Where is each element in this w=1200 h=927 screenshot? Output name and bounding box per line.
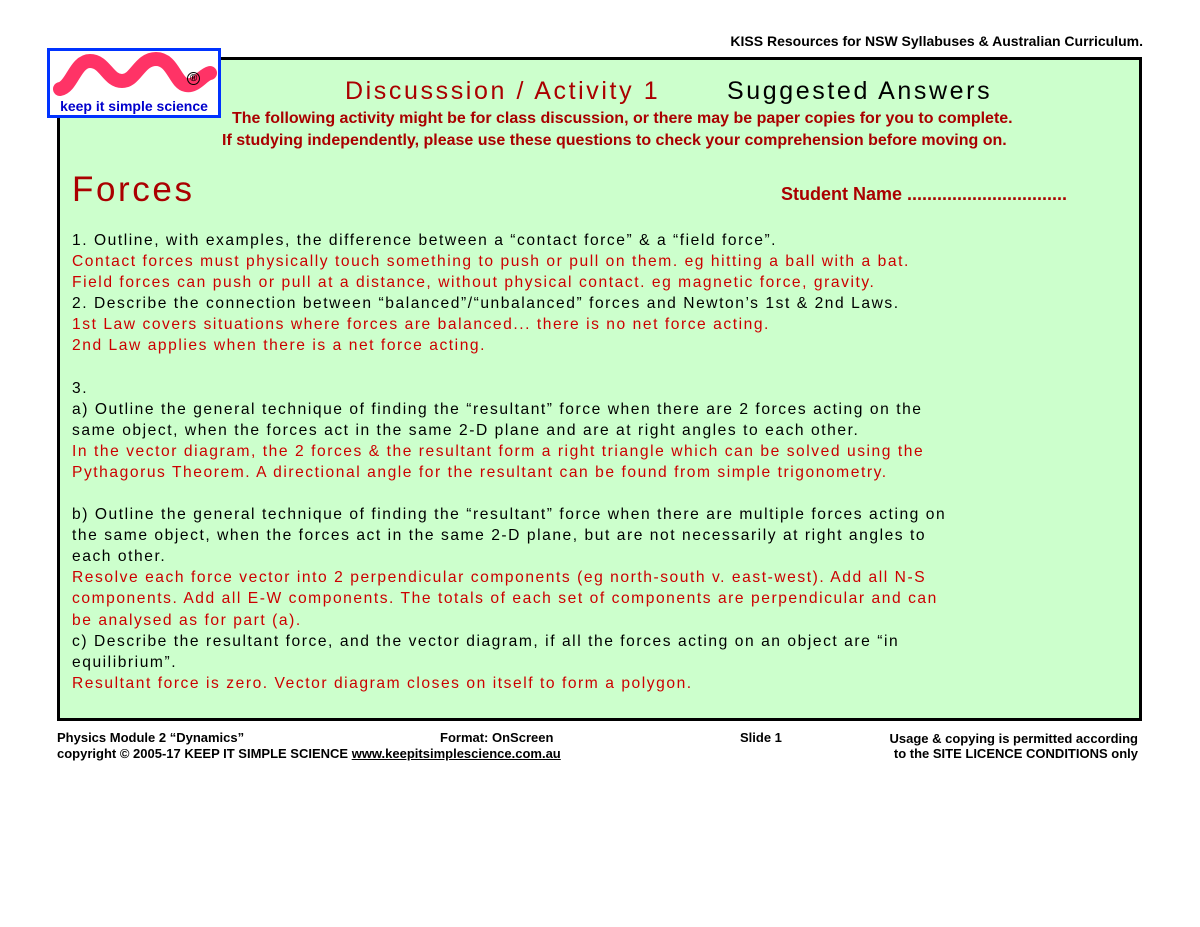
footer-format: Format: OnScreen xyxy=(440,730,554,745)
spacer xyxy=(72,357,1132,378)
answer-1-line-1: Contact forces must physically touch something to push or pull on them. eg hitting a ball with a bat. xyxy=(72,253,910,271)
website-link[interactable]: www.keepitsimplescience.com.au xyxy=(351,746,561,761)
topic-title: Forces xyxy=(72,170,195,209)
footer-usage-line-1: Usage & copying is permitted according xyxy=(889,731,1138,746)
question-3a-line-2: same object, when the forces act in the same 2-D plane and are at right angles to each other. xyxy=(72,421,860,439)
student-name-field: Student Name ................................ xyxy=(781,184,1068,204)
question-3a-line-1: a) Outline the general technique of finding the “resultant” force when there are 2 forces acting on the xyxy=(72,400,923,418)
question-content xyxy=(72,230,1132,694)
copyright-text: copyright © 2005-17 KEEP IT SIMPLE SCIENCE xyxy=(57,746,352,761)
activity-title: Discusssion / Activity 1 xyxy=(345,77,661,105)
registered-mark: ® xyxy=(187,72,200,85)
answer-3a-line-2: Pythagorus Theorem. A directional angle for the resultant can be found from simple trigonometry. xyxy=(72,463,888,481)
question-3: 3. xyxy=(72,379,89,397)
question-1: 1. Outline, with examples, the difference between a “contact force” & a “field force”. xyxy=(72,232,778,249)
answer-3a-line-1: In the vector diagram, the 2 forces & the resultant form a right triangle which can be solved using the xyxy=(72,442,925,460)
spacer xyxy=(72,483,1132,504)
suggested-answers-heading: Suggested Answers xyxy=(727,77,993,105)
question-3b-line-1: b) Outline the general technique of finding the “resultant” force when there are multiple forces acting on xyxy=(72,506,947,524)
answer-3b-line-2: components. Add all E-W components. The totals of each set of components are perpendicular and can xyxy=(72,590,938,608)
intro-line-2: If studying independently, please use these questions to check your comprehension before moving on. xyxy=(222,132,1007,149)
kiss-logo xyxy=(47,48,221,118)
intro-line-1: The following activity might be for class discussion, or there may be paper copies for you to complete. xyxy=(232,110,1013,127)
answer-3c-line-1: Resultant force is zero. Vector diagram closes on itself to form a polygon. xyxy=(72,674,693,692)
question-3b-line-3: each other. xyxy=(72,548,167,566)
footer-module: Physics Module 2 “Dynamics” xyxy=(57,730,245,745)
answer-3b-line-1: Resolve each force vector into 2 perpendicular components (eg north-south v. east-west). Add all N-S xyxy=(72,569,927,587)
question-3c-line-1: c) Describe the resultant force, and the vector diagram, if all the forces acting on an object are “in xyxy=(72,632,900,650)
footer-slide-number: Slide 1 xyxy=(740,730,782,745)
answer-3b-line-3: be analysed as for part (a). xyxy=(72,611,302,629)
question-2: 2. Describe the connection between “balanced”/“unbalanced” forces and Newton’s 1st & 2nd Laws. xyxy=(72,295,900,313)
answer-1-line-2: Field forces can push or pull at a distance, without physical contact. eg magnetic force, gravity. xyxy=(72,274,876,292)
footer-copyright xyxy=(57,746,561,761)
answer-2-line-2: 2nd Law applies when there is a net force acting. xyxy=(72,337,487,355)
header-kiss-resources: KISS Resources for NSW Syllabuses & Australian Curriculum. xyxy=(730,33,1143,49)
logo-text: keep it simple science xyxy=(60,98,208,114)
question-3c-line-2: equilibrium”. xyxy=(72,653,178,671)
question-3b-line-2: the same object, when the forces act in the same 2-D plane, but are not necessarily at right angles to xyxy=(72,527,927,545)
footer-usage-line-2: to the SITE LICENCE CONDITIONS only xyxy=(893,746,1138,761)
answer-2-line-1: 1st Law covers situations where forces are balanced... there is no net force acting. xyxy=(72,316,770,334)
